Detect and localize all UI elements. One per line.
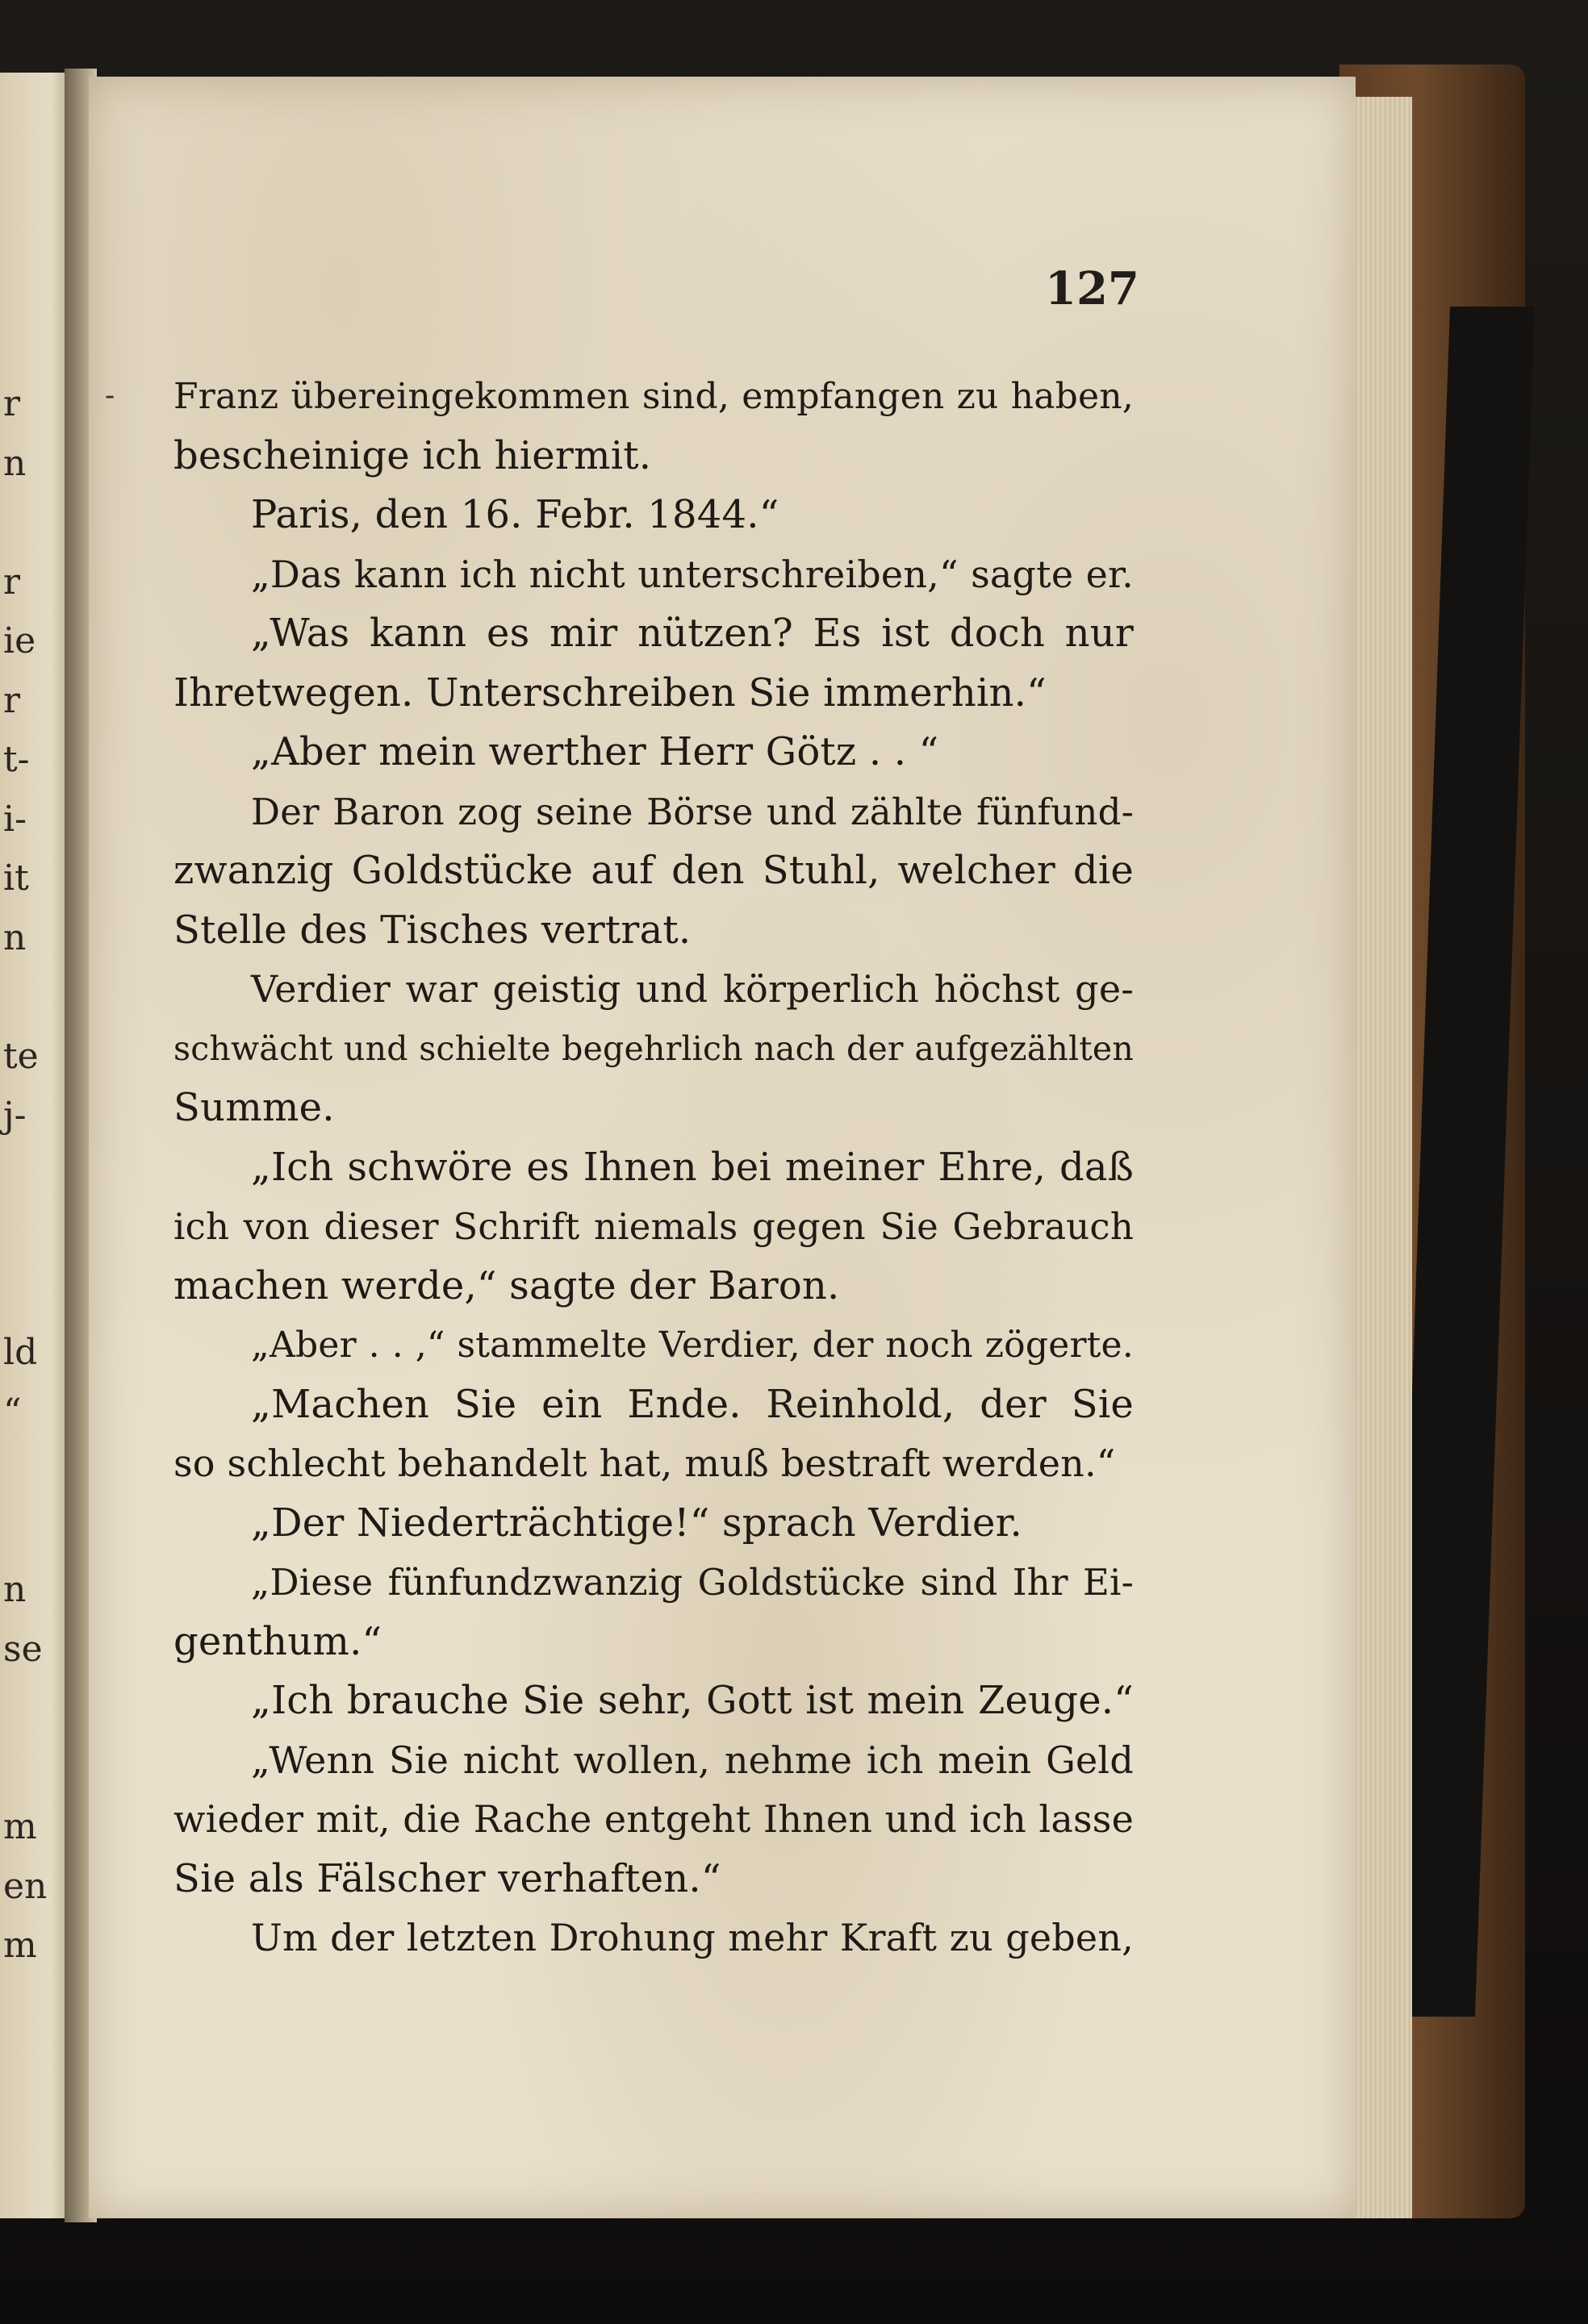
text-line: Summe.	[173, 1085, 335, 1130]
left-page	[0, 73, 73, 2218]
left-page-fragment: r	[3, 679, 21, 721]
margin-mark: -	[105, 379, 115, 412]
text-line: Verdier war geistig und körperlich höchst ge-	[251, 967, 1134, 1011]
left-page-fragment: ld	[3, 1332, 38, 1373]
text-line: „Aber . . ,“ stammelte Verdier, der noch zögerte.	[251, 1325, 1134, 1366]
left-page-fragment: r	[3, 383, 21, 424]
text-line: machen werde,“ sagte der Baron.	[173, 1262, 840, 1308]
left-page-fragment: m	[3, 1925, 37, 1966]
text-line: Ihretwegen. Unterschreiben Sie immerhin.“	[173, 670, 1047, 716]
text-line: so schlecht behandelt hat, muß bestraft werden.“	[173, 1442, 1116, 1485]
text-line: Um der letzten Drohung mehr Kraft zu geben,	[251, 1916, 1134, 1959]
text-line: „Das kann ich nicht unterschreiben,“ sagte er.	[251, 552, 1134, 596]
text-line: „Aber mein werther Herr Götz . . “	[251, 729, 939, 774]
left-page-fragment: r	[3, 561, 21, 603]
left-page-fragment: it	[3, 857, 29, 899]
left-page-fragment: m	[3, 1806, 37, 1847]
page-text	[173, 367, 1134, 1968]
left-page-fragment: i-	[3, 798, 27, 840]
left-page-fragment: n	[3, 916, 27, 958]
text-line: „Ich brauche Sie sehr, Gott ist mein Zeuge.“	[251, 1678, 1134, 1723]
left-page-fragment: t-	[3, 739, 30, 780]
text-line: „Machen Sie ein Ende. Reinhold, der Sie	[251, 1381, 1134, 1427]
text-line: Paris, den 16. Febr. 1844.“	[251, 492, 779, 537]
text-line: wieder mit, die Rache entgeht Ihnen und ich lasse	[173, 1797, 1134, 1841]
left-page-fragment: n	[3, 442, 27, 484]
page-number: 127	[1045, 262, 1139, 315]
text-line: Der Baron zog seine Börse und zählte fünfund-	[251, 790, 1134, 833]
left-page-fragment: te	[3, 1035, 39, 1077]
text-line: „Was kann es mir nützen? Es ist doch nur	[251, 611, 1134, 656]
text-line: „Ich schwöre es Ihnen bei meiner Ehre, daß	[251, 1144, 1134, 1190]
text-line: bescheinige ich hiermit.	[173, 432, 652, 478]
left-page-fragment: en	[3, 1865, 48, 1907]
left-page-fragment: ie	[3, 620, 36, 661]
text-line: „Wenn Sie nicht wollen, nehme ich mein Geld	[251, 1738, 1134, 1782]
left-page-fragment: “	[3, 1391, 22, 1433]
text-line: ich von dieser Schrift niemals gegen Sie Gebrauch	[173, 1205, 1134, 1248]
text-line: „Der Niederträchtige!“ sprach Verdier.	[251, 1500, 1022, 1546]
left-page-fragment: se	[3, 1628, 43, 1670]
text-line: Stelle des Tisches vertrat.	[173, 907, 692, 953]
text-line: Franz übereingekommen sind, empfangen zu haben,	[173, 376, 1134, 417]
text-line: genthum.“	[173, 1618, 382, 1664]
text-line: Sie als Fälscher verhaften.“	[173, 1855, 721, 1901]
text-line: zwanzig Goldstücke auf den Stuhl, welcher die	[173, 848, 1134, 893]
left-page-fragment: j-	[3, 1095, 27, 1136]
text-line: schwächt und schielte begehrlich nach der aufgezählten	[173, 1028, 1134, 1068]
left-page-fragment: n	[3, 1569, 27, 1610]
text-line: „Diese fünfundzwanzig Goldstücke sind Ihr Ei-	[251, 1561, 1134, 1604]
